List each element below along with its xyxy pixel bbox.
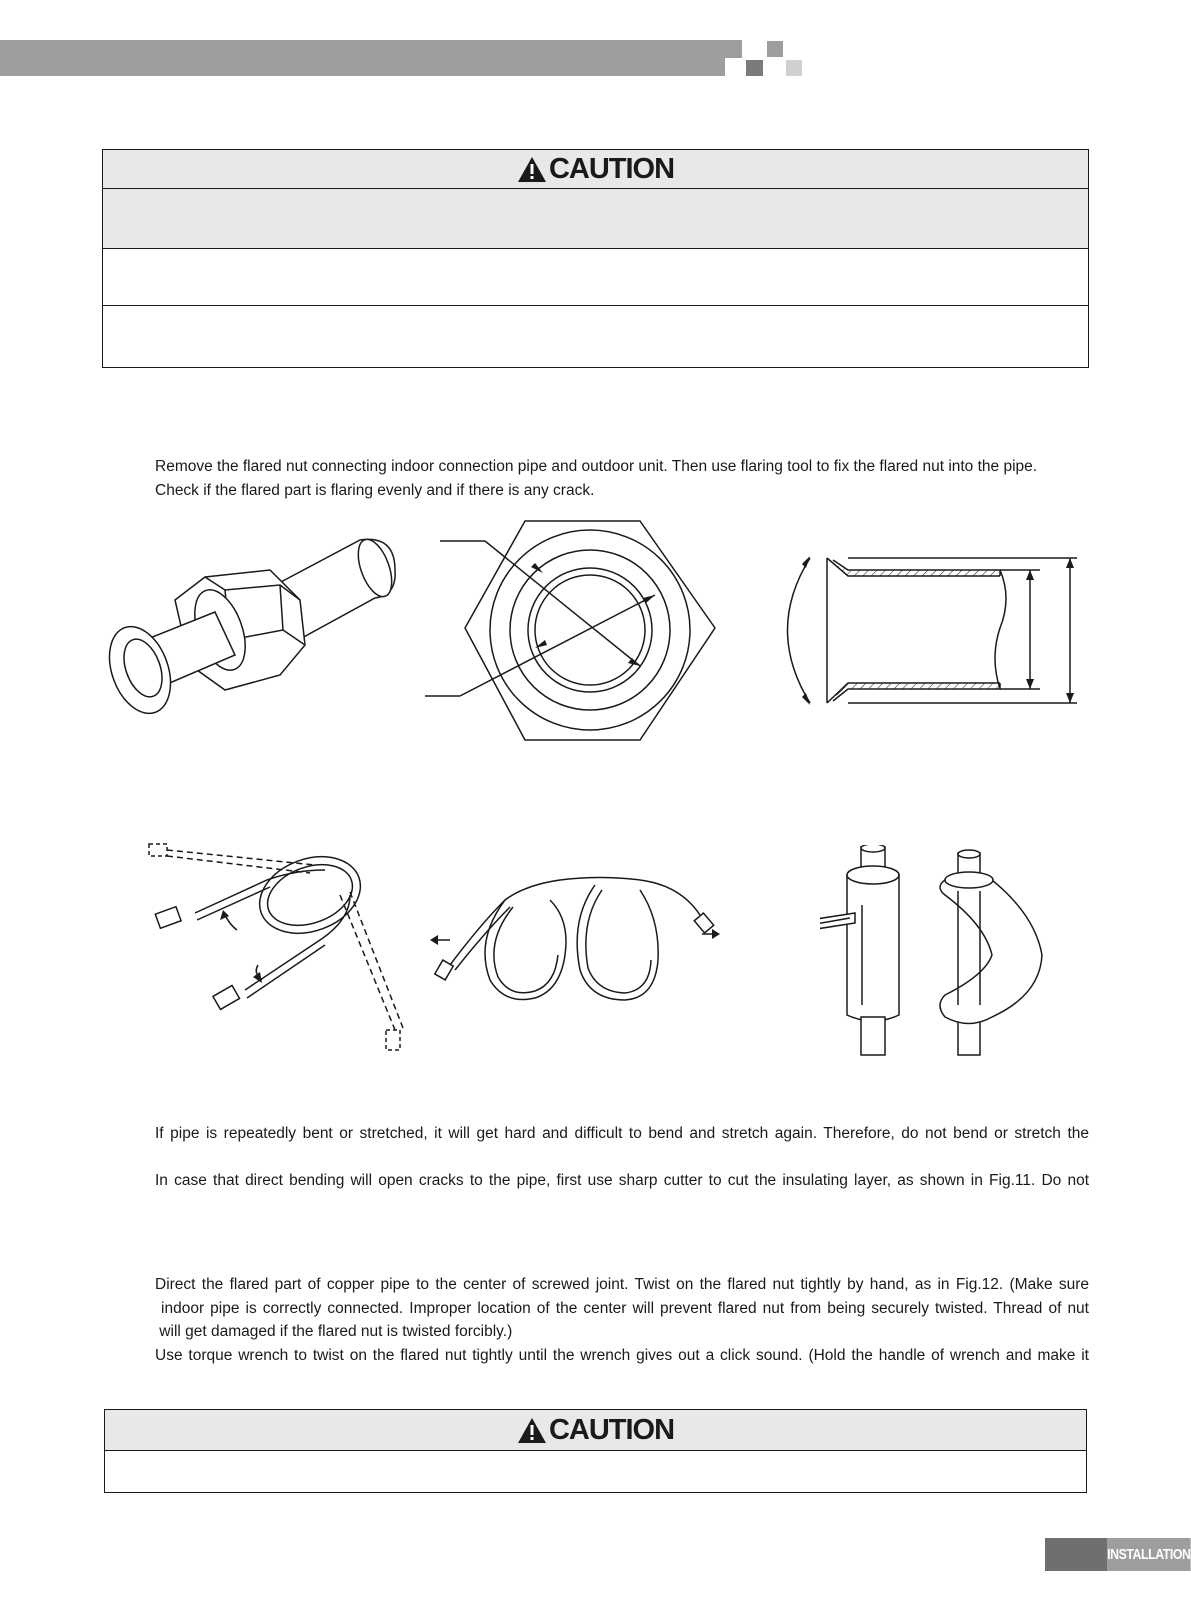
pipe-loops-figure xyxy=(430,870,730,1010)
header-bar xyxy=(0,40,742,76)
footer-block xyxy=(1045,1538,1107,1571)
paragraph-line: Remove the flared nut connecting indoor connection pipe and outdoor unit. Then use flaring tool to fix the flared nut into the pipe. xyxy=(155,458,1038,475)
header-square-dark xyxy=(746,60,763,76)
paragraph-line: Check if the flared part is flaring evenly and if there is any crack. xyxy=(155,482,595,499)
caution-row xyxy=(103,189,1088,249)
warning-icon xyxy=(517,1417,547,1444)
paragraph-line: Direct the flared part of copper pipe to the center of screwed joint. Twist on the flared nut tightly by hand, as in Fig.12. (Make sure xyxy=(155,1276,1089,1293)
warning-icon xyxy=(517,156,547,183)
nut-front-figure xyxy=(425,518,725,743)
caution-header xyxy=(103,150,1088,189)
header-square-white xyxy=(725,58,743,76)
caution-box-bottom xyxy=(104,1409,1087,1493)
paragraph-line: If pipe is repeatedly bent or stretched, it will get hard and difficult to bend and stretch again. Therefore, do not bend or stretch the xyxy=(155,1125,1089,1142)
caution-title: CAUTION xyxy=(548,152,675,185)
caution-box-top xyxy=(102,149,1089,368)
paragraph-line: will get damaged if the flared nut is twisted forcibly.) xyxy=(155,1323,513,1340)
cut-insulation-figure xyxy=(820,845,1050,1060)
paragraph-line: In case that direct bending will open cracks to the pipe, first use sharp cutter to cut the insulating layer, as shown in Fig.11. Do not xyxy=(155,1172,1089,1189)
caution-row xyxy=(103,306,1088,366)
pipe-coil-figure xyxy=(145,840,420,1065)
caution-row xyxy=(105,1451,1086,1491)
flare-section-figure xyxy=(780,548,1090,718)
flared-pipe-figure xyxy=(105,530,405,720)
caution-row xyxy=(103,249,1088,306)
caution-title: CAUTION xyxy=(548,1413,675,1446)
caution-header xyxy=(105,1410,1086,1451)
header-square-gray xyxy=(767,41,783,57)
paragraph-line: Use torque wrench to twist on the flared nut tightly until the wrench gives out a click sound. (Hold the handle of wrench and make it xyxy=(155,1347,1089,1364)
section-label: INSTALLATION xyxy=(1107,1538,1191,1571)
paragraph-line: indoor pipe is correctly connected. Improper location of the center will prevent flared nut from being securely twisted. Thread of nut xyxy=(155,1300,1089,1317)
header-square-light xyxy=(786,60,802,76)
